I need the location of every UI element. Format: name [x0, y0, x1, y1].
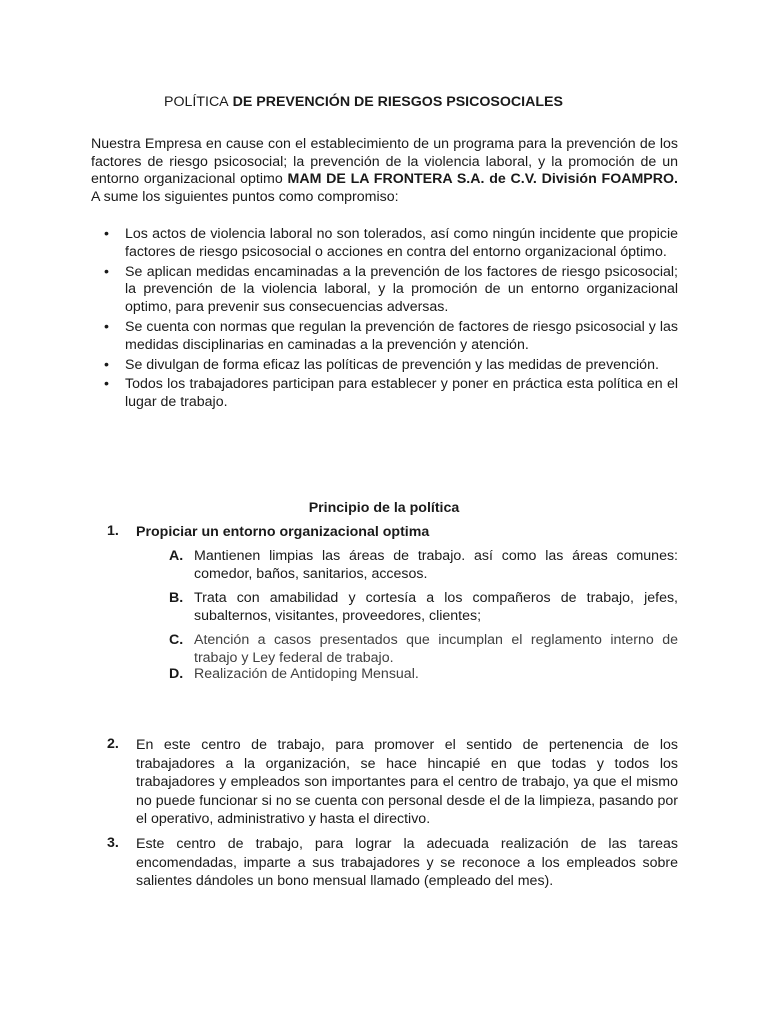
- intro-text-end: A sume los siguientes puntos como compromiso:: [91, 188, 399, 205]
- subitem-a-letter: A.: [169, 548, 184, 564]
- document-title: [164, 93, 563, 111]
- subitem-c-letter: C.: [169, 632, 184, 648]
- list-item: • Se aplican medidas encaminadas a la prevención de los factores de riesgo psicosocial; la prevención de la violencia laboral, y la promoción de un entorno organizacional optimo, para prevenir sus consecuencias adversas.: [125, 264, 678, 317]
- subitem-b-text: Trata con amabilidad y cortesía a los compañeros de trabajo, jefes, subalternos, visitantes, proveedores, clientes;: [194, 590, 678, 624]
- item-3-number: 3.: [107, 835, 119, 851]
- subitem-d-letter: D.: [169, 666, 184, 682]
- item-2-number: 2.: [107, 736, 119, 752]
- intro-paragraph: [91, 136, 678, 206]
- title-rest: DE PREVENCIÓN DE RIESGOS PSICOSOCIALES: [228, 94, 563, 110]
- item-3-text: Este centro de trabajo, para lograr la adecuada realización de las tareas encomendadas, imparte a sus trabajadores y se reconoce a los empleados sobre salientes dándoles un bono mensual llamado (empleado del mes).: [136, 836, 678, 890]
- title-politica: POLÍTICA: [164, 94, 229, 110]
- list-item: • Se divulgan de forma eficaz las políticas de prevención y las medidas de prevención.: [125, 357, 678, 375]
- subitem-c-text: Atención a casos presentados que incumplan el reglamento interno de trabajo y Ley federal de trabajo.: [194, 632, 678, 666]
- subitem-d-text: Realización de Antidoping Mensual.: [194, 666, 419, 682]
- company-name: MAM DE LA FRONTERA S.A. de C.V. División FOAMPRO.: [287, 171, 678, 187]
- list-item: • Los actos de violencia laboral no son tolerados, así como ningún incidente que propicie factores de riesgo psicosocial o acciones en contra del entorno organizacional óptimo.: [125, 226, 678, 262]
- item-1-heading: Propiciar un entorno organizacional optima: [136, 524, 430, 540]
- list-item: • Todos los trabajadores participan para establecer y poner en práctica esta política en el lugar de trabajo.: [125, 376, 678, 412]
- intro-text-start: Nuestra Empresa en cause con el establecimiento de un programa para la prevención de los factores de riesgo psicosocial; la prevención de la violencia laboral, y la promoción de un entorno organizacional optimo: [91, 136, 678, 187]
- section-title: Principio de la política: [308, 500, 460, 516]
- item-1-number: 1.: [107, 523, 119, 539]
- subitem-a-text: Mantienen limpias las áreas de trabajo. así como las áreas comunes: comedor, baños, sanitarios, accesos.: [194, 548, 678, 582]
- subitem-b-letter: B.: [169, 590, 184, 606]
- item-2-text: En este centro de trabajo, para promover el sentido de pertenencia de los trabajadores a la organización, se hace hincapié en que todas y todos los trabajadores y empleados son importantes para el centro de trabajo, ya que el mismo no puede funcionar si no se cuenta con personal desde el de la limpieza, pasando por el operativo, administrativo y hasta el directivo.: [136, 737, 678, 828]
- commitment-list: [125, 226, 678, 414]
- list-item: • Se cuenta con normas que regulan la prevención de factores de riesgo psicosocial y las medidas disciplinarias en caminadas a la prevención y atención.: [125, 319, 678, 355]
